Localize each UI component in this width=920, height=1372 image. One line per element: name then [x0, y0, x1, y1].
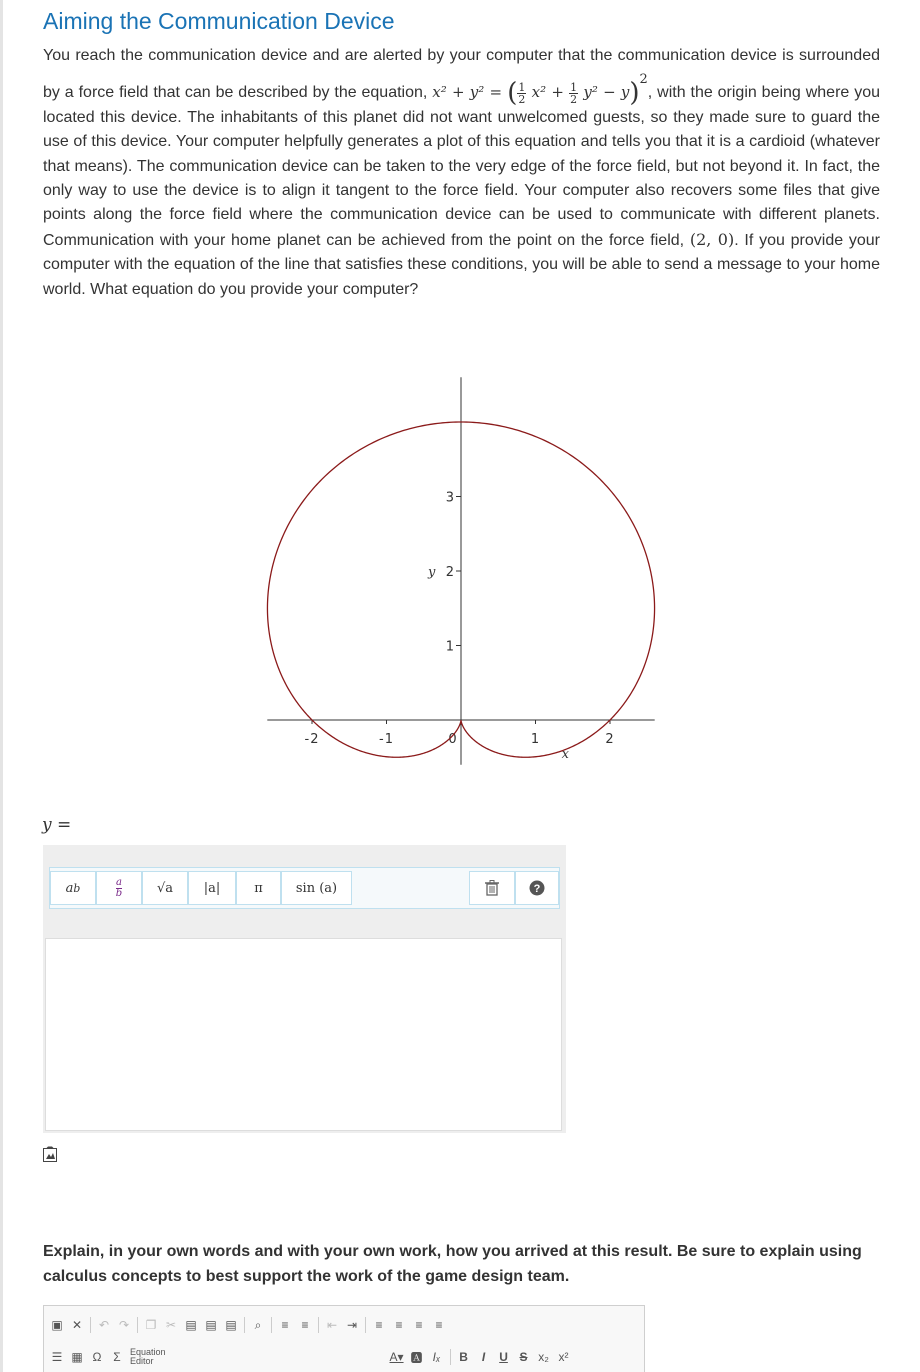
rich-text-editor — [43, 1305, 645, 1372]
underline-button[interactable]: U — [499, 1350, 508, 1364]
text-color-icon[interactable]: A▾ — [389, 1350, 404, 1364]
strike-button[interactable]: S — [519, 1350, 528, 1364]
cardioid-plot — [255, 370, 665, 770]
search-icon[interactable]: ⌕ — [254, 1317, 262, 1332]
pi-button[interactable]: π — [236, 871, 281, 905]
table-icon[interactable]: ▦ — [71, 1350, 83, 1364]
math-toolbar — [49, 867, 560, 909]
x-axis-label: x — [561, 747, 569, 762]
help-icon[interactable] — [515, 871, 559, 905]
equation-editor-icon[interactable]: Σ — [113, 1350, 121, 1364]
align-left-icon[interactable]: ≡ — [375, 1318, 383, 1332]
fraction-button[interactable]: a b — [96, 871, 142, 905]
svg-text:?: ? — [533, 883, 541, 895]
indent-icon[interactable]: ⇥ — [346, 1318, 358, 1332]
hr-icon[interactable]: ☰ — [51, 1350, 63, 1364]
problem-part-3: . If you provide your computer with the equation of the line that satisfies these conditions, you will be able to send a message to your home world. What equation do you provide your computer? — [43, 231, 881, 298]
answer-label: y = — [42, 815, 72, 835]
align-justify-icon[interactable]: ≡ — [435, 1318, 443, 1332]
y-tick-label: 1 — [445, 639, 454, 655]
equation-image-icon[interactable] — [43, 1146, 57, 1162]
x-tick-label: 0 — [448, 732, 458, 747]
problem-part-1: You reach the communication device and are alerted by your computer that the communication device is surrounded by a force field that can be described by the equation, — [43, 47, 880, 102]
numbered-list-icon[interactable]: ≡ — [281, 1318, 289, 1332]
align-right-icon[interactable]: ≡ — [415, 1318, 423, 1332]
copy-icon[interactable]: ❐ — [145, 1318, 157, 1332]
sin-button[interactable]: sin (a) — [281, 871, 352, 905]
paste-icon[interactable]: ▤ — [185, 1318, 197, 1332]
y-tick-label: 2 — [445, 565, 454, 580]
rte-row-1 — [50, 1314, 446, 1336]
remove-format-icon[interactable]: Iₓ — [432, 1350, 441, 1364]
italic-button[interactable]: I — [481, 1350, 486, 1364]
align-center-icon[interactable]: ≡ — [395, 1318, 403, 1332]
x-tick-label: -1 — [379, 732, 394, 747]
outdent-icon[interactable]: ⇤ — [326, 1318, 338, 1332]
math-editor — [43, 845, 566, 1133]
page-title: Aiming the Communication Device — [43, 8, 395, 34]
redo-icon[interactable]: ↷ — [118, 1318, 130, 1332]
bg-color-icon[interactable]: 🅰 — [410, 1350, 423, 1365]
undo-icon[interactable]: ↶ — [98, 1318, 110, 1332]
paste-word-icon[interactable]: ▤ — [225, 1318, 237, 1332]
maximize-icon[interactable]: ✕ — [71, 1318, 83, 1332]
bold-button[interactable]: B — [459, 1350, 468, 1364]
y-axis-label: y — [428, 565, 436, 580]
left-border — [0, 0, 3, 1372]
equation-editor-label[interactable]: Equation Editor — [130, 1347, 166, 1366]
abs-button[interactable]: |a| — [188, 871, 236, 905]
superscript-icon[interactable]: x² — [558, 1350, 569, 1364]
point: (2, 0) — [689, 229, 735, 249]
x-tick-label: -2 — [304, 732, 320, 747]
equation: x² + y² = ( $\frac{1}{2}$ x² + $\frac{1}{2}$ y² − y)$^2$ — [432, 72, 648, 109]
special-char-icon[interactable]: Ω — [92, 1350, 102, 1364]
explain-prompt: Explain, in your own words and with your own work, how you arrived at this result. Be sure to explain using calculus concepts to best support the work of the game design team. — [43, 1243, 862, 1285]
rte-row-2 — [50, 1346, 571, 1368]
cut-icon[interactable]: ✂ — [165, 1318, 177, 1332]
paste-text-icon[interactable]: ▤ — [205, 1318, 217, 1332]
power-button[interactable]: a b — [50, 871, 96, 905]
bulleted-list-icon[interactable]: ≡ — [301, 1318, 309, 1332]
x-tick-label: 1 — [530, 732, 541, 747]
sqrt-button[interactable]: √a — [142, 871, 188, 905]
source-icon[interactable]: ▣ — [51, 1318, 63, 1332]
y-tick-label: 3 — [445, 490, 454, 506]
trash-icon[interactable] — [469, 871, 515, 905]
x-tick-label: 2 — [605, 732, 615, 747]
problem-text — [43, 44, 880, 302]
problem-part-2: , with the origin being where you located this device. The inhabitants of this planet did not want unwelcomed guests, so they made sure to guard the use of this device. Your computer helpfully generates a plot of this equation and tells you that it is a cardioid (whatever that means). The communication device can be taken to the very edge of the force field, but not beyond it. In fact, the only way to use the device is to align it tangent to the force field. Your computer also recovers some files that give points along the force field where the communication device can be used to communicate with different planets. Communication with your home planet can be achieved from the point on the force field, — [43, 84, 880, 249]
subscript-icon[interactable]: x₂ — [538, 1350, 549, 1364]
answer-input[interactable] — [45, 938, 562, 1131]
